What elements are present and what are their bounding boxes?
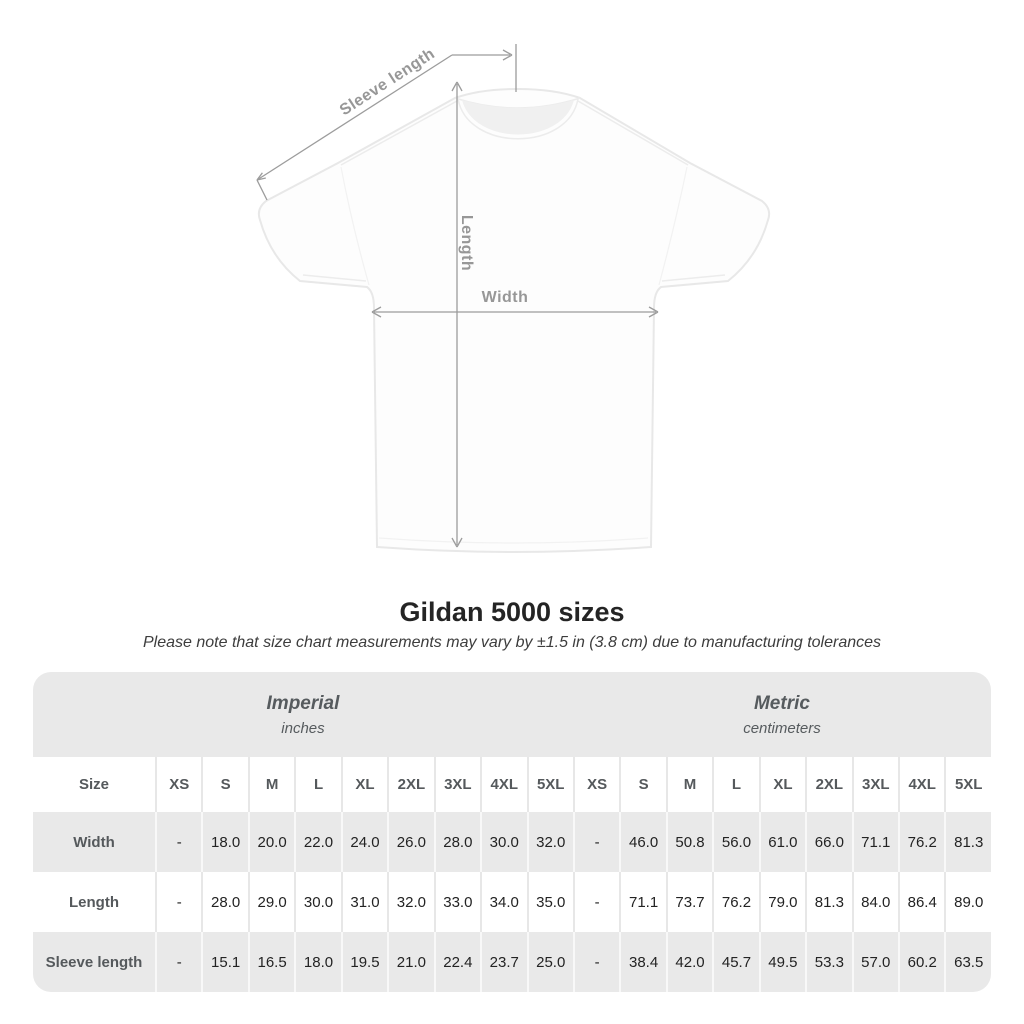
value-cell: 61.0 — [759, 812, 805, 872]
value-cell: 25.0 — [527, 932, 573, 992]
value-cell: 28.0 — [434, 812, 480, 872]
value-cell: 46.0 — [619, 812, 665, 872]
value-cell: 63.5 — [944, 932, 991, 992]
measurement-row-sleeve-length — [33, 932, 991, 992]
size-column-header-metric-5xl: 5XL — [944, 757, 991, 812]
value-cell: 33.0 — [434, 872, 480, 932]
value-cell: 34.0 — [480, 872, 526, 932]
value-cell: 35.0 — [527, 872, 573, 932]
size-column-header-metric-3xl: 3XL — [852, 757, 898, 812]
measurement-row-width — [33, 812, 991, 872]
value-cell: 81.3 — [944, 812, 991, 872]
value-cell: 31.0 — [341, 872, 387, 932]
size-column-header-imperial-xl: XL — [341, 757, 387, 812]
size-column-header-imperial-m: M — [248, 757, 294, 812]
value-cell: - — [573, 812, 619, 872]
row-label: Sleeve length — [33, 932, 155, 992]
measurement-row-length — [33, 872, 991, 932]
value-cell: 20.0 — [248, 812, 294, 872]
value-cell: - — [573, 932, 619, 992]
unit-band-row — [33, 672, 991, 757]
tshirt-outline — [259, 89, 769, 552]
length-label: Length — [458, 214, 475, 272]
value-cell: 24.0 — [341, 812, 387, 872]
metric-band — [573, 672, 991, 757]
value-cell: - — [155, 932, 201, 992]
value-cell: 19.5 — [341, 932, 387, 992]
value-cell: 42.0 — [666, 932, 712, 992]
imperial-label: Imperial — [266, 692, 340, 714]
value-cell: 73.7 — [666, 872, 712, 932]
size-column-header-imperial-3xl: 3XL — [434, 757, 480, 812]
value-cell: 49.5 — [759, 932, 805, 992]
value-cell: 32.0 — [387, 872, 433, 932]
size-corner-header: Size — [33, 757, 155, 812]
value-cell: 32.0 — [527, 812, 573, 872]
value-cell: 16.5 — [248, 932, 294, 992]
size-column-header-metric-m: M — [666, 757, 712, 812]
value-cell: 45.7 — [712, 932, 758, 992]
value-cell: 71.1 — [619, 872, 665, 932]
value-cell: 79.0 — [759, 872, 805, 932]
value-cell: 29.0 — [248, 872, 294, 932]
value-cell: 30.0 — [294, 872, 340, 932]
imperial-unit-label: inches — [281, 719, 325, 737]
size-column-header-imperial-s: S — [201, 757, 247, 812]
value-cell: 22.0 — [294, 812, 340, 872]
value-cell: - — [155, 812, 201, 872]
value-cell: 23.7 — [480, 932, 526, 992]
value-cell: 21.0 — [387, 932, 433, 992]
size-column-header-metric-4xl: 4XL — [898, 757, 944, 812]
value-cell: 86.4 — [898, 872, 944, 932]
value-cell: 81.3 — [805, 872, 851, 932]
size-column-header-imperial-4xl: 4XL — [480, 757, 526, 812]
value-cell: 60.2 — [898, 932, 944, 992]
size-column-header-imperial-2xl: 2XL — [387, 757, 433, 812]
width-label: Width — [481, 289, 529, 306]
size-column-header-imperial-xs: XS — [155, 757, 201, 812]
value-cell: 76.2 — [712, 872, 758, 932]
value-cell: 28.0 — [201, 872, 247, 932]
value-cell: 26.0 — [387, 812, 433, 872]
value-cell: 71.1 — [852, 812, 898, 872]
size-column-header-metric-l: L — [712, 757, 758, 812]
value-cell: 53.3 — [805, 932, 851, 992]
value-cell: 38.4 — [619, 932, 665, 992]
size-column-header-metric-xl: XL — [759, 757, 805, 812]
size-table — [33, 672, 991, 992]
sleeve-length-label: Sleeve length — [336, 45, 439, 120]
value-cell: 18.0 — [294, 932, 340, 992]
value-cell: 50.8 — [666, 812, 712, 872]
metric-label: Metric — [753, 692, 810, 714]
row-label: Length — [33, 872, 155, 932]
title-block — [0, 597, 1024, 652]
value-cell: 15.1 — [201, 932, 247, 992]
value-cell: 57.0 — [852, 932, 898, 992]
size-column-header-metric-2xl: 2XL — [805, 757, 851, 812]
value-cell: 22.4 — [434, 932, 480, 992]
value-cell: 56.0 — [712, 812, 758, 872]
tolerance-note: Please note that size chart measurements may vary by ±1.5 in (3.8 cm) due to manufacturing tolerances — [142, 634, 882, 651]
value-cell: 89.0 — [944, 872, 991, 932]
size-column-header-imperial-l: L — [294, 757, 340, 812]
arrowhead-diagonal — [257, 173, 266, 180]
value-cell: 84.0 — [852, 872, 898, 932]
sleeve-length-extension — [257, 180, 267, 200]
value-cell: 30.0 — [480, 812, 526, 872]
size-column-header-metric-s: S — [619, 757, 665, 812]
size-columns-row — [33, 757, 991, 812]
value-cell: - — [155, 872, 201, 932]
row-label: Width — [33, 812, 155, 872]
size-column-header-imperial-5xl: 5XL — [527, 757, 573, 812]
value-cell: 18.0 — [201, 812, 247, 872]
value-cell: 76.2 — [898, 812, 944, 872]
value-cell: - — [573, 872, 619, 932]
page-title: Gildan 5000 sizes — [399, 597, 625, 627]
value-cell: 66.0 — [805, 812, 851, 872]
imperial-band — [33, 672, 573, 757]
size-column-header-metric-xs: XS — [573, 757, 619, 812]
metric-unit-label: centimeters — [743, 719, 821, 737]
